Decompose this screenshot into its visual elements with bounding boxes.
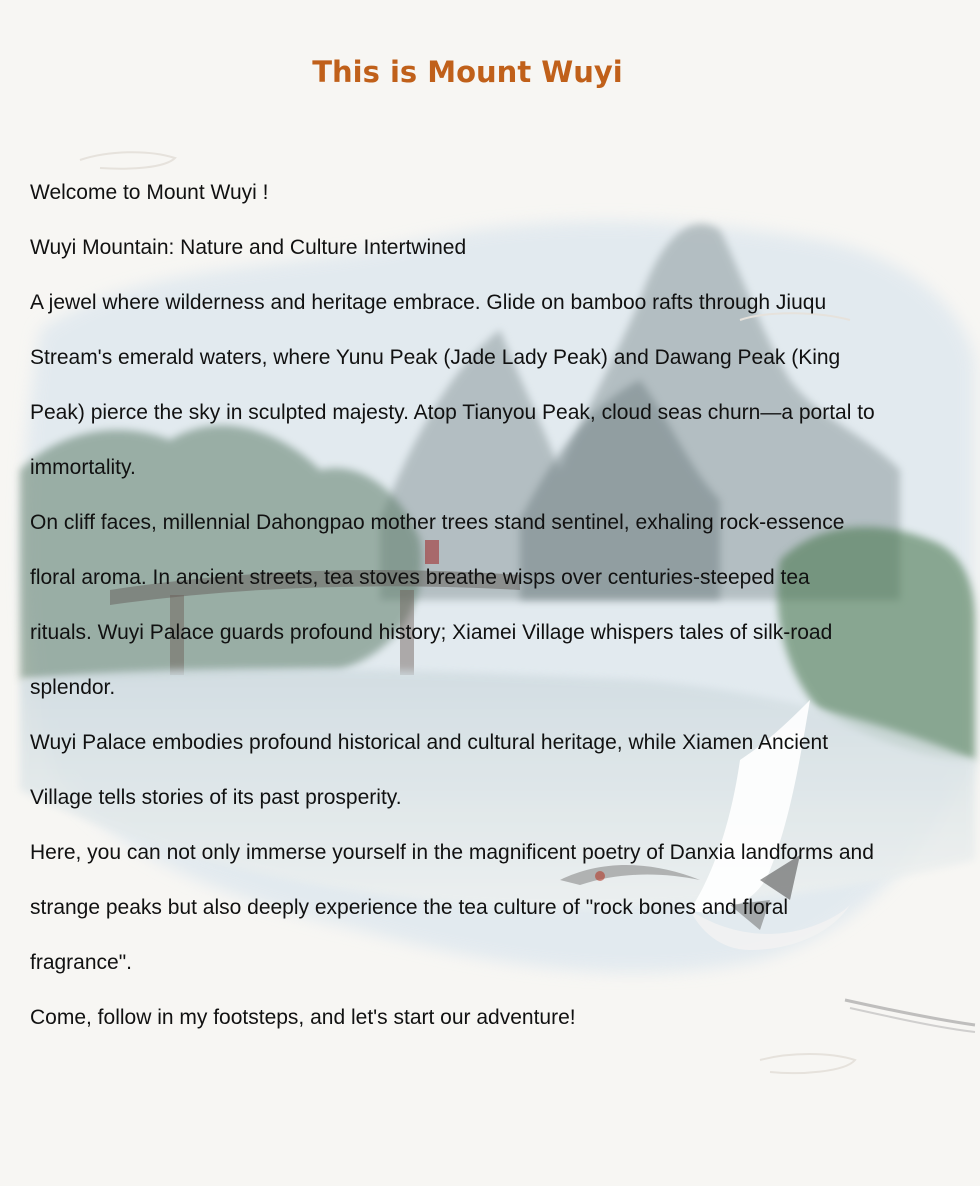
paragraph-line: rituals. Wuyi Palace guards profound history; Xiamei Village whispers tales of silk-road — [30, 621, 833, 644]
paragraph-line: Village tells stories of its past prosperity. — [30, 786, 402, 809]
welcome-line: Welcome to Mount Wuyi ! — [30, 181, 269, 204]
paragraph-line: immortality. — [30, 456, 136, 479]
paragraph-line: splendor. — [30, 676, 116, 699]
paragraph-line: Stream's emerald waters, where Yunu Peak (Jade Lady Peak) and Dawang Peak (King — [30, 346, 841, 369]
subtitle-line: Wuyi Mountain: Nature and Culture Intertwined — [30, 236, 467, 259]
paragraph-line: On cliff faces, millennial Dahongpao mother trees stand sentinel, exhaling rock-essence — [30, 511, 845, 534]
paragraph-line: strange peaks but also deeply experience the tea culture of "rock bones and floral — [30, 896, 789, 919]
paragraph-line: Here, you can not only immerse yourself in the magnificent poetry of Danxia landforms and — [30, 841, 874, 864]
paragraph-line: fragrance". — [30, 951, 133, 974]
paragraph-line: Wuyi Palace embodies profound historical and cultural heritage, while Xiamen Ancient — [30, 731, 829, 754]
paragraph-line: floral aroma. In ancient streets, tea stoves breathe wisps over centuries-steeped tea — [30, 566, 810, 589]
paragraph-line: Peak) pierce the sky in sculpted majesty. Atop Tianyou Peak, cloud seas churn—a portal to — [30, 401, 875, 424]
article-body — [30, 165, 950, 1045]
closing-line: Come, follow in my footsteps, and let's start our adventure! — [30, 1006, 576, 1029]
page-title: This is Mount Wuyi — [312, 55, 623, 89]
paragraph-line: A jewel where wilderness and heritage embrace. Glide on bamboo rafts through Jiuqu — [30, 291, 827, 314]
